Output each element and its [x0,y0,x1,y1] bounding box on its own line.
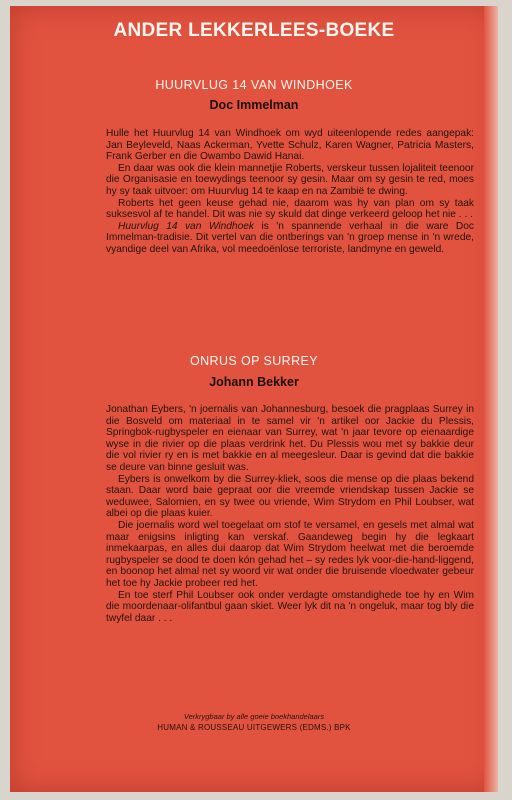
book2-blurb [106,404,474,624]
book1-author: Doc Immelman [209,98,299,112]
book2-paragraph-4: En toe sterf Phil Loubser ook onder verdagte omstandighede toe hy en Wim die moordenaar-olifantbul gaan skiet. Weer lyk dit na 'n ongeluk, maar tog bly die twyfel daar . . . [106,589,474,624]
book-back-cover [10,6,498,792]
book1-title: HUURVLUG 14 VAN WINDHOEK [155,78,353,92]
book1-paragraph-4-text: is 'n spannende verhaal in die ware Doc Immelman-tradisie. Dit vertel van die ontberings van 'n groep mense in 'n wrede, vyandige deel van Afrika, vol meedoënlose terroriste, landmyne en geweld. [106,220,474,255]
series-heading: ANDER LEKKERLEES-BOEKE [113,20,395,41]
book1-blurb [106,128,474,256]
cover-edge-wear [484,6,498,792]
book2-paragraph-3: Die joernalis word wel toegelaat om stof te versamel, en gesels met almal wat maar enigsins inligting kan verskaf. Gaandeweg begin hy die legkaart inmekaarpas, en alles dui daarop dat Wim Strydom heelwat met die beroemde rugbyspeler se dood te doen kón gehad het – sy redes lyk voor-die-hand-liggend, en boonop het almal net sy woord vir wat onder die bruisende vloedwater gebeur het toe hy Jackie probeer red het. [106,519,474,589]
book1-paragraph-4 [106,221,474,256]
availability-note: Verkrygbaar by alle goeie boekhandelaars [183,712,325,721]
book2-paragraph-1: Jonathan Eybers, 'n joernalis van Johannesburg, besoek die pragplaas Surrey in die Bosveld om materiaal in te samel vir 'n artikel oor Jackie du Plessis, Springbok-rugbyspeler en eienaar van Surrey, wat 'n jaar tevore op eienaardige wyse in die rivier op die plaas verdrink het. Du Plessis wou met sy bakkie deur die vol rivier ry en is met bakkie en al meegesleur. Daar is gevind dat die bakkie se deure van binne gesluit was. [106,404,474,473]
book2-paragraph-2: Eybers is onwelkom by die Surrey-kliek, soos die mense op die plaas bekend staan. Daar word baie gepraat oor die vreemde vriendskap tussen Jackie se weduwee, Salomien, en sy twee ou vriende, Wim Strydom en Phil Loubser, wat albei op die plaas kuier. [106,473,474,520]
book1-paragraph-1: Hulle het Huurvlug 14 van Windhoek om wyd uiteenlopende redes aangepak: Jan Beyleveld, Naas Ackerman, Yvette Schulz, Karen Wagner, Patricia Masters, Frank Gerber en die Owambo Dawid Hanai. [106,128,474,163]
book1-paragraph-3: Roberts het geen keuse gehad nie, daarom was hy van plan om sy taak suksesvol af te handel. Dit was nie sy skuld dat dinge verkeerd geloop het nie . . . [106,197,474,221]
book2-title: ONRUS OP SURREY [189,354,318,368]
book1-title-italic: Huurvlug 14 van Windhoek [118,220,255,232]
book2-author: Johann Bekker [209,375,299,389]
publisher-name: HUMAN & ROUSSEAU UITGEWERS (EDMS.) BPK [157,723,351,732]
book1-paragraph-2: En daar was ook die klein mannetjie Roberts, verskeur tussen lojaliteit teenoor die Organisasie en toewydings teenoor sy gesin. Maar om sy gesin te red, moes hy sy taak uitvoer: om Huurvlug 14 te kaap en na Zambië te dwing. [106,162,474,197]
